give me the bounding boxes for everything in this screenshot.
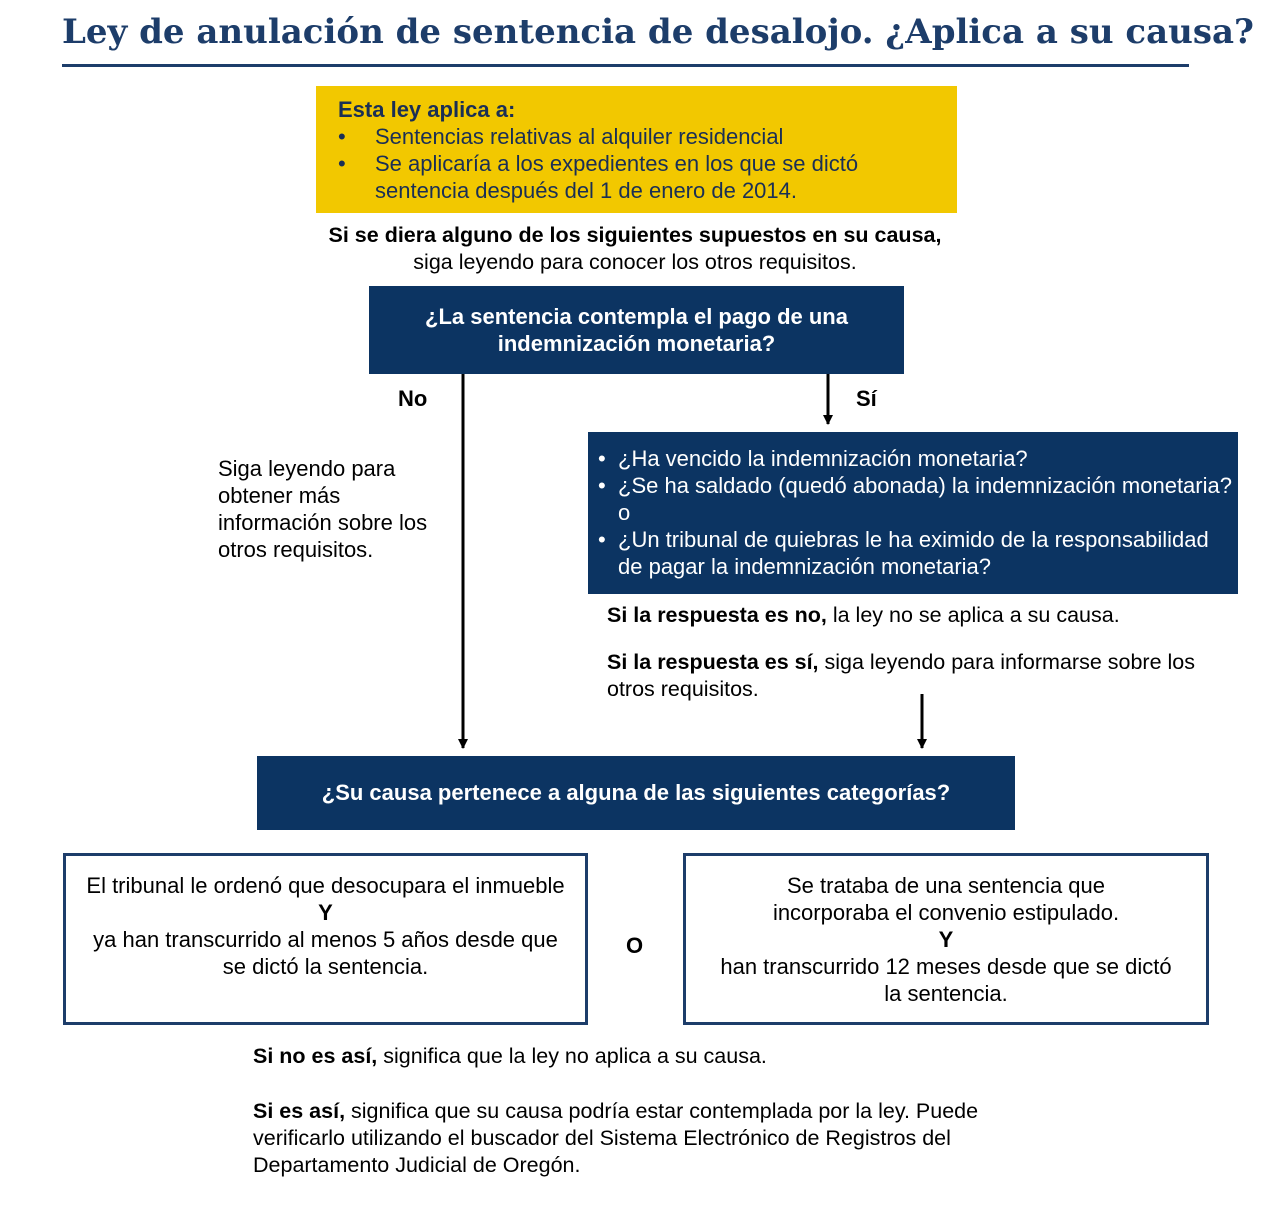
final-no-normal: significa que la ley no aplica a su causa. <box>377 1044 767 1068</box>
question-monetary: ¿La sentencia contempla el pago de una indemnización monetaria? <box>425 304 848 356</box>
category-stipulated-condition: Se trataba de una sentencia que incorporaba el convenio estipulado. <box>772 873 1120 925</box>
branch-yes-label: Sí <box>856 386 877 411</box>
or-label: O <box>626 933 644 958</box>
applies-heading: Esta ley aplica a: <box>338 97 516 122</box>
answer-no-bold: Si la respuesta es no, <box>607 603 827 627</box>
applies-item: • Sentencias relativas al alquiler residencial <box>338 123 939 150</box>
no-branch-text: Siga leyendo para obtener más información sobre los otros requisitos. <box>218 456 428 562</box>
applies-item: • Se aplicaría a los expedientes en los que se dictó sentencia después del 1 de enero de 2014. <box>338 150 935 204</box>
final-no-bold: Si no es así, <box>253 1044 378 1068</box>
category-vacate-time: ya han transcurrido al menos 5 años desde que se dictó la sentencia. <box>93 927 558 979</box>
intro-bold: Si se diera alguno de los siguientes supuestos en su causa, <box>328 223 942 247</box>
answer-yes-normal: siga leyendo para informarse sobre los otros requisitos. <box>607 650 1195 701</box>
category-stipulated-and: Y <box>938 927 954 952</box>
final-yes-normal: significa que su causa podría estar contemplada por la ley. Puede verificarlo utilizando el buscador del Sistema Electrónico de Registros del Departamento Judicial de Oregón. <box>253 1099 979 1177</box>
category-stipulated-time: han transcurrido 12 meses desde que se dictó la sentencia. <box>720 954 1172 1006</box>
page-title: Ley de anulación de sentencia de desalojo. ¿Aplica a su causa? <box>62 12 1254 52</box>
monetary-condition: • ¿Ha vencido la indemnización monetaria? <box>598 445 1232 472</box>
category-vacate-condition: El tribunal le ordenó que desocupara el inmueble <box>86 873 565 898</box>
answer-yes-bold: Si la respuesta es sí, <box>607 650 819 674</box>
answer-no-normal: la ley no se aplica a su causa. <box>826 603 1120 627</box>
final-yes-bold: Si es así, <box>253 1099 346 1123</box>
monetary-condition: • ¿Se ha saldado (quedó abonada) la indemnización monetaria? o <box>598 472 1232 526</box>
category-vacate-and: Y <box>318 900 333 925</box>
intro-normal: siga leyendo para conocer los otros requisitos. <box>413 250 857 274</box>
branch-no-label: No <box>398 386 428 411</box>
question-category: ¿Su causa pertenece a alguna de las siguientes categorías? <box>321 780 951 805</box>
monetary-condition: • ¿Un tribunal de quiebras le ha eximido de la responsabilidad de pagar la indemnización monetaria? <box>598 526 1232 580</box>
